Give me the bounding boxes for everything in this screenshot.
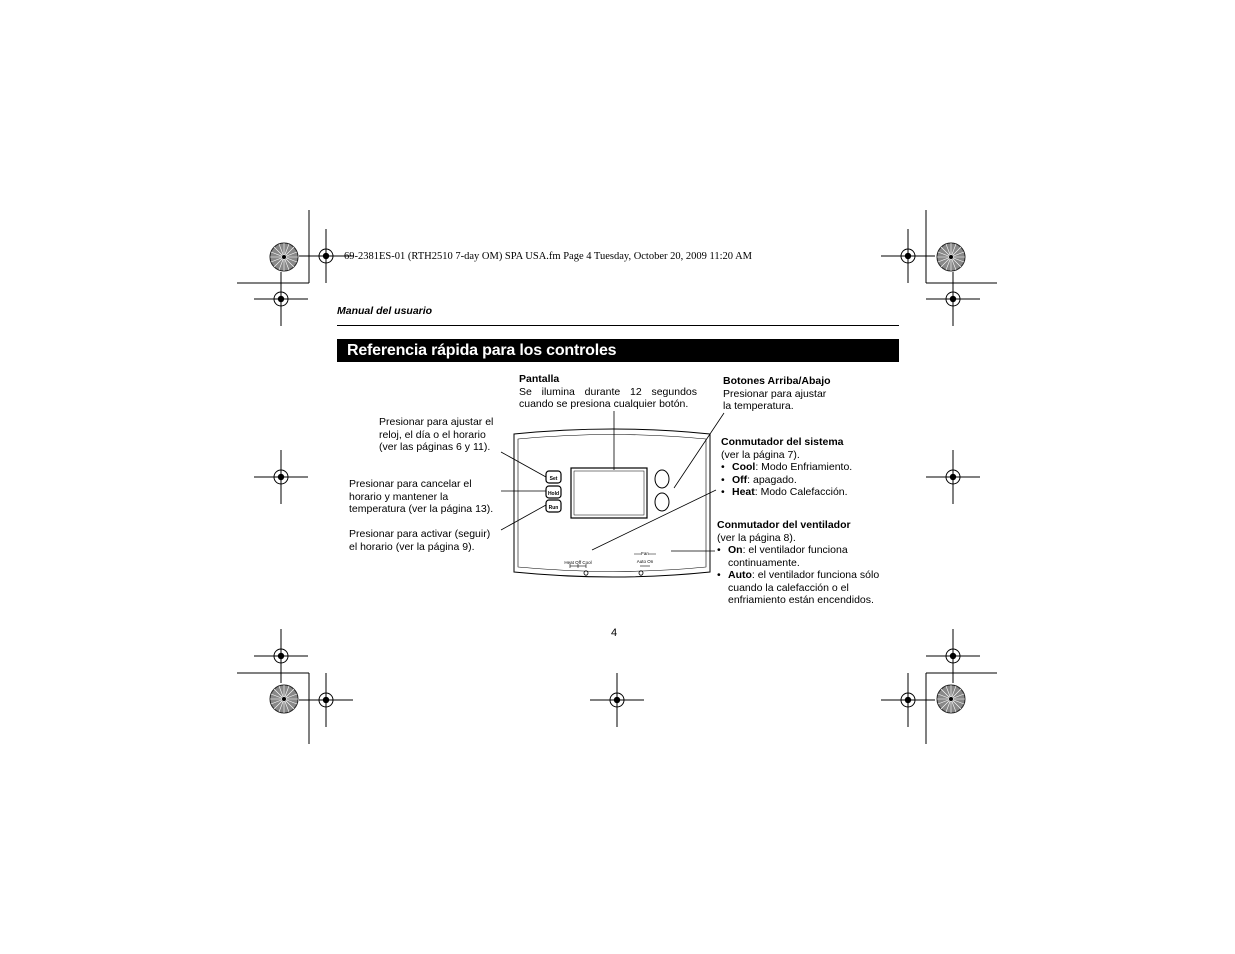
botones-callout [723, 375, 831, 413]
set-callout-line-1: Presionar para ajustar el [379, 416, 494, 428]
pantalla-line-1: Se ilumina durante 12 segundos [519, 385, 697, 398]
registration-mark [254, 629, 308, 683]
page-number: 4 [611, 627, 618, 639]
bullet: • [717, 569, 721, 581]
registration-mark [926, 629, 980, 683]
header-rule [337, 325, 899, 326]
registration-mark [590, 673, 644, 727]
system-switch-label: Heat Off Cool [564, 560, 592, 565]
botones-line-1: Presionar para ajustar [723, 387, 827, 400]
registration-mark [881, 673, 935, 727]
thermostat-illustration [514, 429, 710, 577]
hold-callout-line-1: Presionar para cancelar el [349, 478, 472, 490]
sistema-ref: (ver la página 7). [721, 448, 800, 461]
star-target-top-right [937, 243, 965, 271]
registration-mark [254, 450, 308, 504]
ventilador-item-on: • On: el ventilador funciona continuamente. [717, 544, 848, 569]
sistema-item-off: • Off: apagado. [721, 473, 797, 486]
sistema-item-heat: • Heat: Modo Calefacción. [721, 486, 848, 498]
registration-mark [299, 673, 353, 727]
file-header-line: 69-2381ES-01 (RTH2510 7-day OM) SPA USA.fm Page 4 Tuesday, October 20, 2009 11:20 AM [344, 251, 752, 262]
set-button-label: Set [549, 476, 558, 482]
registration-mark [926, 450, 980, 504]
registration-mark [926, 272, 980, 326]
set-callout-line-3: (ver las páginas 6 y 11). [379, 441, 491, 453]
star-target-bottom-left [270, 685, 298, 713]
hold-button-label: Hold [547, 491, 560, 497]
ventilador-ref: (ver la página 8). [717, 531, 796, 544]
up-button [655, 470, 669, 488]
pantalla-line-2: cuando se presiona cualquier botón. [519, 398, 689, 410]
hold-callout-line-3: temperatura (ver la página 13). [349, 503, 494, 515]
botones-line-2: la temperatura. [723, 400, 794, 412]
section-label: Manual del usuario [337, 305, 433, 317]
ventilador-heading: Conmutador del ventilador [717, 519, 851, 531]
fan-switch-label: Auto On [636, 559, 654, 564]
display-screen [571, 468, 647, 518]
ventilador-item-auto: • Auto: el ventilador funciona sólo cuando la calefacción o el enfriamiento están encendidos. [717, 569, 880, 606]
sistema-heading: Conmutador del sistema [721, 436, 844, 448]
set-callout-line-2: reloj, el día o el horario [379, 428, 486, 441]
registration-mark [881, 229, 935, 283]
fan-switch-title: Fan [641, 551, 649, 556]
run-button-label: Run [548, 505, 559, 511]
bullet: • [717, 544, 721, 556]
bullet: • [721, 486, 725, 498]
page-title: Referencia rápida para los controles [347, 342, 617, 359]
pantalla-callout [519, 373, 697, 411]
ventilador-callout [717, 519, 879, 607]
down-button [655, 493, 669, 511]
run-callout-line-2: el horario (ver la página 9). [349, 540, 475, 553]
run-callout [349, 528, 490, 553]
set-callout [379, 416, 493, 454]
registration-mark [254, 272, 308, 326]
sistema-item-cool: • Cool: Modo Enfriamiento. [721, 461, 853, 473]
run-callout-line-1: Presionar para activar (seguir) [349, 528, 491, 540]
hold-callout [349, 478, 493, 516]
botones-heading: Botones Arriba/Abajo [723, 375, 831, 387]
bullet: • [721, 461, 725, 473]
star-target-top-left [270, 243, 298, 271]
sistema-callout [721, 436, 852, 499]
star-target-bottom-right [937, 685, 965, 713]
pantalla-heading: Pantalla [519, 373, 560, 385]
hold-callout-line-2: horario y mantener la [349, 490, 449, 503]
bullet: • [721, 473, 725, 486]
